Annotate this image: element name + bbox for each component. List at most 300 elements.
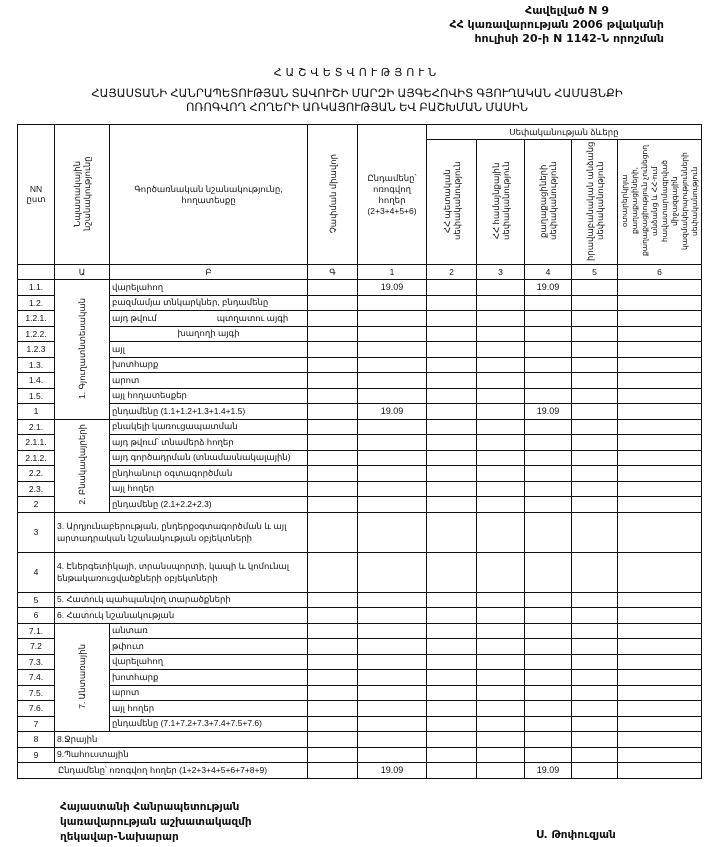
- col6-cell: [618, 373, 702, 389]
- col4-cell: [525, 685, 572, 701]
- index-cell: Բ: [110, 265, 308, 280]
- col3-cell: [477, 592, 525, 608]
- col3-cell: [477, 701, 525, 717]
- table-row: [18, 685, 702, 701]
- col2-cell: [427, 466, 477, 482]
- row-number: 2.2.: [18, 466, 55, 482]
- col2-cell: [427, 654, 477, 670]
- table-row: [18, 481, 702, 497]
- col2-cell: [427, 419, 477, 435]
- total-cell: [358, 435, 427, 451]
- table-row: [18, 732, 702, 748]
- total-cell: [358, 685, 427, 701]
- col3-cell: [477, 326, 525, 342]
- col5-cell: [572, 685, 618, 701]
- total-cell: [358, 623, 427, 639]
- unit-cell: [308, 357, 358, 373]
- unit-cell: [308, 280, 358, 296]
- total-cell: [358, 342, 427, 358]
- unit-cell: [308, 373, 358, 389]
- col3-cell: [477, 435, 525, 451]
- col2-cell: [427, 716, 477, 732]
- total-cell: [358, 732, 427, 748]
- col5-cell: [572, 512, 618, 552]
- col3-cell: [477, 654, 525, 670]
- total-cell: 19.09: [358, 404, 427, 420]
- row-label: թփուտ: [110, 639, 308, 655]
- total-cell: [358, 326, 427, 342]
- unit-cell: [308, 512, 358, 552]
- col4-cell: [525, 512, 572, 552]
- col6-cell: [618, 552, 702, 592]
- row-label: այլ հողեր: [110, 481, 308, 497]
- document-subtitle: [0, 87, 714, 115]
- col6-cell: [618, 592, 702, 608]
- col3-cell: [477, 373, 525, 389]
- col2-cell: [427, 608, 477, 624]
- row-number: 1.5.: [18, 388, 55, 404]
- signature-block: [60, 800, 252, 845]
- col2-cell: [427, 311, 477, 327]
- col2-cell: [427, 592, 477, 608]
- table-row-subtotal: [18, 497, 702, 513]
- index-cell: Ա: [55, 265, 110, 280]
- col2-cell: [427, 497, 477, 513]
- row-number: 7.3.: [18, 654, 55, 670]
- total-cell: [358, 481, 427, 497]
- row-label: արոտ: [110, 373, 308, 389]
- col6-cell: [618, 685, 702, 701]
- col3-cell: [477, 623, 525, 639]
- grand-total-value: 19.09: [358, 763, 427, 779]
- col6-cell: [618, 419, 702, 435]
- col4-cell: [525, 497, 572, 513]
- unit-cell: [308, 311, 358, 327]
- unit-cell: [308, 608, 358, 624]
- col4-cell: [525, 732, 572, 748]
- col5-cell: [572, 732, 618, 748]
- signatory-title-line-3: ղեկավար-Նախարար: [60, 831, 179, 843]
- col3-cell: [477, 763, 525, 779]
- col5-cell: [572, 388, 618, 404]
- row-number: 2.1.: [18, 419, 55, 435]
- unit-cell: [308, 404, 358, 420]
- col6-cell: [618, 404, 702, 420]
- col5-cell: [572, 639, 618, 655]
- row-label: 5. Հատուկ պահպանվող տարածքների: [55, 592, 308, 608]
- table-row: [18, 670, 702, 686]
- group-forest: 7. Անտառային: [55, 623, 110, 732]
- header-unit: Չափման միավոր: [308, 125, 358, 265]
- col6-cell: [618, 701, 702, 717]
- table-row: [18, 326, 702, 342]
- total-cell: [358, 357, 427, 373]
- col5-cell: [572, 552, 618, 592]
- header-col4: քաղաքացիների սեփականություն: [525, 140, 572, 265]
- col3-cell: [477, 512, 525, 552]
- col4-cell: [525, 481, 572, 497]
- table-row: [18, 295, 702, 311]
- table-row-subtotal: [18, 404, 702, 420]
- col2-cell: [427, 670, 477, 686]
- group-agricultural: 1. Գյուղատնտեսական: [55, 280, 110, 420]
- unit-cell: [308, 326, 358, 342]
- col6-cell: [618, 732, 702, 748]
- row-number: 7.1.: [18, 623, 55, 639]
- col5-cell: [572, 373, 618, 389]
- unit-cell: [308, 747, 358, 763]
- row-label: ընդամենը (7.1+7.2+7.3+7.4+7.5+7.6): [110, 716, 308, 732]
- row-number: 1.2.: [18, 295, 55, 311]
- row-number: 7.5.: [18, 685, 55, 701]
- col3-cell: [477, 608, 525, 624]
- col4-cell: 19.09: [525, 404, 572, 420]
- unit-cell: [308, 732, 358, 748]
- col3-cell: [477, 685, 525, 701]
- annex-reference: [449, 4, 664, 46]
- col2-cell: [427, 373, 477, 389]
- total-cell: [358, 654, 427, 670]
- row-number: 2.3.: [18, 481, 55, 497]
- col2-cell: [427, 552, 477, 592]
- col5-cell: [572, 311, 618, 327]
- unit-cell: [308, 481, 358, 497]
- row-number: 7.2: [18, 639, 55, 655]
- col2-cell: [427, 701, 477, 717]
- col4-cell: [525, 654, 572, 670]
- table-row: [18, 654, 702, 670]
- col4-cell: [525, 342, 572, 358]
- col3-cell: [477, 716, 525, 732]
- grand-total-label: Ընդամենը՝ ոռոգվող հողեր (1+2+3+4+5+6+7+8+9): [18, 763, 308, 779]
- row-label: 6. Հատուկ նշանակության: [55, 608, 308, 624]
- col2-cell: [427, 342, 477, 358]
- col2-cell: [427, 388, 477, 404]
- row-number: 1.1.: [18, 280, 55, 296]
- row-label: այլ հողատեսքեր: [110, 388, 308, 404]
- header-col2: ՀՀ պետական սեփականություն: [427, 140, 477, 265]
- col6-cell: [618, 388, 702, 404]
- col4-cell: [525, 747, 572, 763]
- total-cell: [358, 497, 427, 513]
- col3-cell: [477, 497, 525, 513]
- row-number: 1.4.: [18, 373, 55, 389]
- table-row-grand-total: [18, 763, 702, 779]
- header-col6: օտարերկրյա քաղաքացիների, քաղաքացիություն չունեցող անձանց և ՀՀ-ում հավատարմագրված միջազգային կազմակերպությունների սեփականություն: [618, 140, 702, 265]
- col4-cell: [525, 608, 572, 624]
- total-cell: [358, 701, 427, 717]
- table-row-subtotal: [18, 716, 702, 732]
- header-col5: իրավաբանական անձանց սեփականություն: [572, 140, 618, 265]
- col5-cell: [572, 295, 618, 311]
- col6-cell: [618, 654, 702, 670]
- table-row: [18, 747, 702, 763]
- col5-cell: [572, 466, 618, 482]
- row-number: 2: [18, 497, 55, 513]
- subtitle-line-2: ՈՌՈԳՎՈՂ ՀՈՂԵՐԻ ԱՌԿԱՅՈՒԹՅԱՆ ԵՎ ԲԱՇԽՄԱՆ ՄԱՍԻՆ: [185, 102, 529, 114]
- unit-cell: [308, 685, 358, 701]
- col5-cell: [572, 716, 618, 732]
- col4-cell: [525, 450, 572, 466]
- col6-cell: [618, 357, 702, 373]
- row-number: 1.2.1.: [18, 311, 55, 327]
- row-number: 1.2.2.: [18, 326, 55, 342]
- table-row: [18, 466, 702, 482]
- col3-cell: [477, 639, 525, 655]
- col3-cell: [477, 466, 525, 482]
- col2-cell: [427, 326, 477, 342]
- col5-cell: [572, 419, 618, 435]
- col6-cell: [618, 623, 702, 639]
- col6-cell: [618, 716, 702, 732]
- header-total: Ընդամենը՝ ոռոգվող հողեր (2+3+4+5+6): [358, 125, 427, 265]
- table-row: [18, 357, 702, 373]
- col6-cell: [618, 608, 702, 624]
- row-label: այլ հողեր: [110, 701, 308, 717]
- land-report-table: [17, 124, 702, 779]
- row-label: վարելահող: [110, 280, 308, 296]
- col3-cell: [477, 481, 525, 497]
- row-number: 9: [18, 747, 55, 763]
- header-land-category: Նպատակային նշանակությունը: [55, 125, 110, 265]
- col4-cell: [525, 552, 572, 592]
- col5-cell: [572, 623, 618, 639]
- col5-cell: [572, 670, 618, 686]
- col2-cell: [427, 295, 477, 311]
- col4-cell: [525, 639, 572, 655]
- index-cell: 6: [618, 265, 702, 280]
- row-label: խոտհարք: [110, 357, 308, 373]
- col4-cell: [525, 623, 572, 639]
- col5-cell: [572, 450, 618, 466]
- column-index-row: [18, 265, 702, 280]
- col4-cell: [525, 326, 572, 342]
- col5-cell: [572, 592, 618, 608]
- col5-cell: [572, 497, 618, 513]
- total-cell: [358, 466, 427, 482]
- signatory-title-line-1: Հայաստանի Հանրապետության: [60, 801, 240, 813]
- unit-cell: [308, 654, 358, 670]
- col5-cell: [572, 654, 618, 670]
- row-label: ընդամենը (2.1+2.2+2.3): [110, 497, 308, 513]
- col4-cell: [525, 357, 572, 373]
- col2-cell: [427, 450, 477, 466]
- unit-cell: [308, 716, 358, 732]
- subtitle-line-1: ՀԱՅԱՍՏԱՆԻ ՀԱՆՐԱՊԵՏՈՒԹՅԱՆ ՏԱՎՈՒՇԻ ՄԱՐԶԻ ԱՅԳԵՀՈՎԻՏ ԳՅՈՒՂԱԿԱՆ ՀԱՄԱՅՆՔԻ: [91, 88, 623, 100]
- row-label: բազմամյա տնկարկներ, բնդամենը: [110, 295, 308, 311]
- col5-cell: [572, 763, 618, 779]
- row-number: 8: [18, 732, 55, 748]
- row-number: 4: [18, 552, 55, 592]
- row-number: 1.3.: [18, 357, 55, 373]
- col6-cell: [618, 280, 702, 296]
- table-row: [18, 388, 702, 404]
- unit-cell: [308, 419, 358, 435]
- row-label: այդ թվում պտղատու այգի: [110, 311, 308, 327]
- col4-cell: [525, 373, 572, 389]
- col4-cell: [525, 701, 572, 717]
- table-row: [18, 701, 702, 717]
- col2-cell: [427, 404, 477, 420]
- total-cell: [358, 747, 427, 763]
- unit-cell: [308, 435, 358, 451]
- index-cell: 3: [477, 265, 525, 280]
- col5-cell: [572, 326, 618, 342]
- table-row: [18, 373, 702, 389]
- table-row: [18, 608, 702, 624]
- unit-cell: [308, 763, 358, 779]
- table-row: [18, 450, 702, 466]
- col6-cell: [618, 497, 702, 513]
- unit-cell: [308, 670, 358, 686]
- row-label: ընդհանուր օգտագործման: [110, 466, 308, 482]
- col6-cell: [618, 295, 702, 311]
- col4-cell: [525, 419, 572, 435]
- col5-cell: [572, 481, 618, 497]
- col6-cell: [618, 435, 702, 451]
- row-label: այլ: [110, 342, 308, 358]
- header-land-types: Գործառնական նշանակությունը, հողատեսքը: [110, 125, 308, 265]
- table-row: [18, 435, 702, 451]
- total-cell: [358, 552, 427, 592]
- col4-cell: [525, 435, 572, 451]
- table-row: [18, 280, 702, 296]
- col2-cell: [427, 639, 477, 655]
- header-col3: ՀՀ համայնքային սեփականություն: [477, 140, 525, 265]
- col3-cell: [477, 404, 525, 420]
- row-label: 3. Արդյունաբերության, ընդերքօգտագործման և այլ արտադրական նշանակության օբյեկտների: [55, 512, 308, 552]
- col2-cell: [427, 512, 477, 552]
- col6-cell: [618, 639, 702, 655]
- row-number: 2.1.2.: [18, 450, 55, 466]
- col2-cell: [427, 357, 477, 373]
- header-nn: NN ըստ: [18, 125, 55, 265]
- col6-cell: [618, 747, 702, 763]
- col5-cell: [572, 701, 618, 717]
- total-cell: [358, 716, 427, 732]
- total-cell: [358, 450, 427, 466]
- row-number: 3: [18, 512, 55, 552]
- row-label: բնակելի կառուցապատման: [110, 419, 308, 435]
- row-number: 2.1.1.: [18, 435, 55, 451]
- index-cell: 4: [525, 265, 572, 280]
- unit-cell: [308, 639, 358, 655]
- col2-cell: [427, 435, 477, 451]
- col2-cell: [427, 481, 477, 497]
- col5-cell: [572, 435, 618, 451]
- row-number: 7.4.: [18, 670, 55, 686]
- col3-cell: [477, 732, 525, 748]
- table-row: [18, 592, 702, 608]
- row-label: խոտհարք: [110, 670, 308, 686]
- total-cell: [358, 373, 427, 389]
- col3-cell: [477, 670, 525, 686]
- row-number: 6: [18, 608, 55, 624]
- total-cell: [358, 512, 427, 552]
- grand-total-col4: 19.09: [525, 763, 572, 779]
- table-row: [18, 623, 702, 639]
- unit-cell: [308, 342, 358, 358]
- col4-cell: [525, 311, 572, 327]
- row-label: 8.Ջրային: [55, 732, 308, 748]
- index-cell: 1: [358, 265, 427, 280]
- row-number: 1: [18, 404, 55, 420]
- annex-decree-line: ՀՀ կառավարության 2006 թվականի: [449, 18, 664, 31]
- col4-cell: 19.09: [525, 280, 572, 296]
- signatory-title-line-2: կառավարության աշխատակազմի: [60, 816, 252, 828]
- col5-cell: [572, 747, 618, 763]
- col2-cell: [427, 623, 477, 639]
- row-label: անտառ: [110, 623, 308, 639]
- col3-cell: [477, 388, 525, 404]
- total-cell: [358, 592, 427, 608]
- col5-cell: [572, 404, 618, 420]
- table-row: [18, 552, 702, 592]
- col4-cell: [525, 388, 572, 404]
- col2-cell: [427, 747, 477, 763]
- total-cell: [358, 639, 427, 655]
- unit-cell: [308, 466, 358, 482]
- col5-cell: [572, 608, 618, 624]
- col3-cell: [477, 747, 525, 763]
- col3-cell: [477, 450, 525, 466]
- index-cell: [18, 265, 55, 280]
- row-label: այդ թվում՝ տնամերձ հողեր: [110, 435, 308, 451]
- total-cell: [358, 670, 427, 686]
- col6-cell: [618, 481, 702, 497]
- col6-cell: [618, 466, 702, 482]
- annex-decree-date: հուլիսի 20-ի N 1142-Ն որոշման: [474, 32, 664, 45]
- unit-cell: [308, 450, 358, 466]
- table-row: [18, 419, 702, 435]
- table-row: [18, 512, 702, 552]
- row-label: արոտ: [110, 685, 308, 701]
- header-ownership-group: Սեփականության ձևերը: [427, 125, 702, 140]
- row-number: 1.2.3: [18, 342, 55, 358]
- col4-cell: [525, 592, 572, 608]
- row-number: 7.6.: [18, 701, 55, 717]
- row-label: 4. Էներգետիկայի, տրանսպորտի, կապի և կոմունալ ենթակառուցվածքների օբյեկտների: [55, 552, 308, 592]
- col4-cell: [525, 295, 572, 311]
- col6-cell: [618, 670, 702, 686]
- row-number: 5: [18, 592, 55, 608]
- index-cell: 5: [572, 265, 618, 280]
- col4-cell: [525, 466, 572, 482]
- unit-cell: [308, 592, 358, 608]
- signatory-name: Ս. Թոփուզյան: [536, 829, 616, 841]
- col6-cell: [618, 342, 702, 358]
- col2-cell: [427, 763, 477, 779]
- total-cell: 19.09: [358, 280, 427, 296]
- index-cell: Գ: [308, 265, 358, 280]
- col3-cell: [477, 342, 525, 358]
- unit-cell: [308, 497, 358, 513]
- annex-number: Հավելված N 9: [525, 4, 609, 17]
- unit-cell: [308, 552, 358, 592]
- total-cell: [358, 311, 427, 327]
- total-cell: [358, 295, 427, 311]
- index-cell: 2: [427, 265, 477, 280]
- col2-cell: [427, 685, 477, 701]
- col6-cell: [618, 450, 702, 466]
- unit-cell: [308, 388, 358, 404]
- col5-cell: [572, 357, 618, 373]
- col2-cell: [427, 732, 477, 748]
- table-row: [18, 311, 702, 327]
- col5-cell: [572, 342, 618, 358]
- row-label: ընդամենը (1.1+1.2+1.3+1.4+1.5): [110, 404, 308, 420]
- col3-cell: [477, 311, 525, 327]
